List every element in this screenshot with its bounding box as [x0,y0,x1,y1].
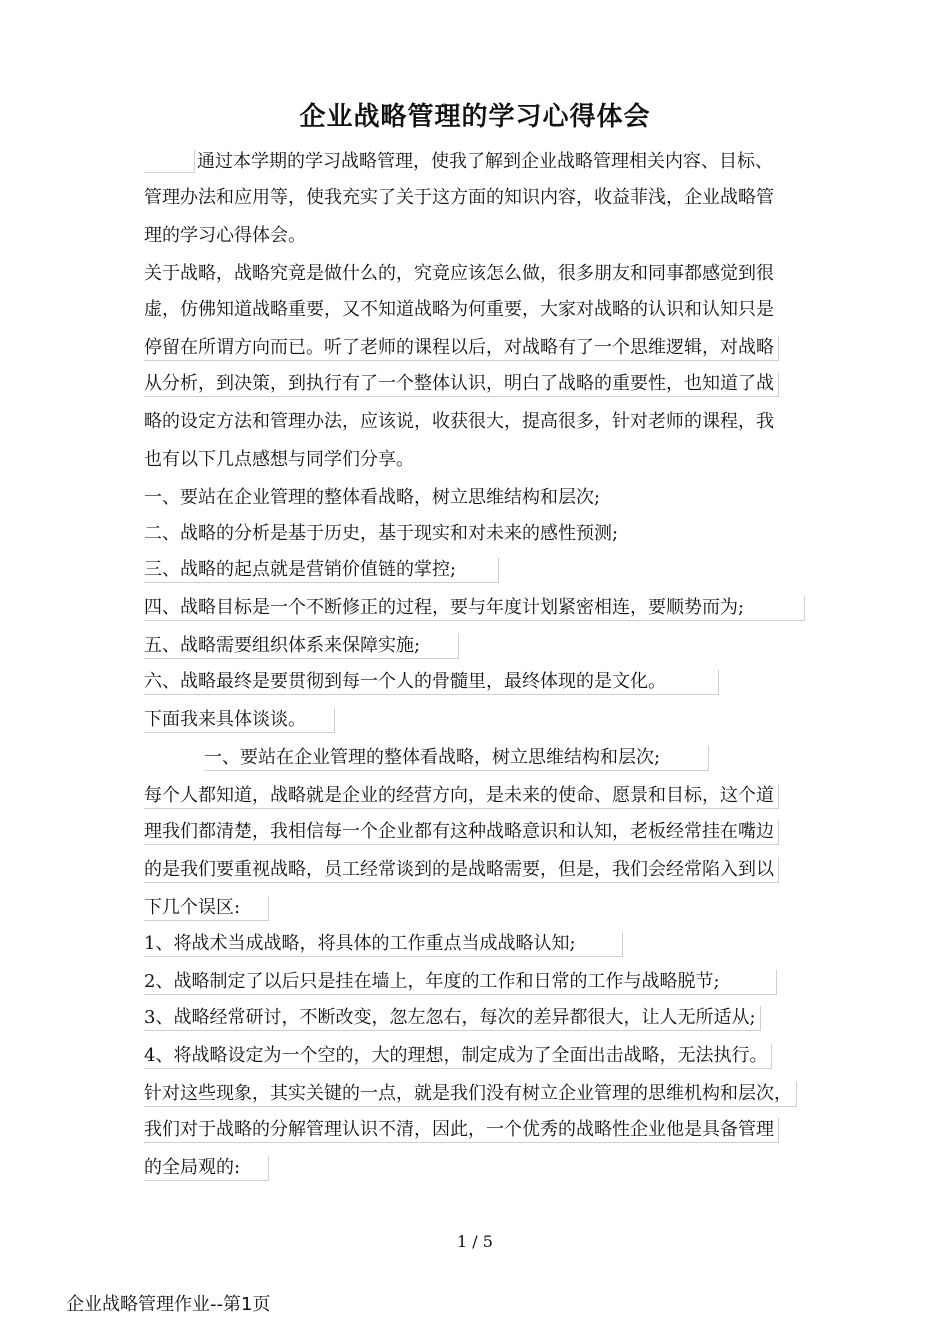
text-line: 理的学习心得体会。 [144,225,306,246]
text-line: 三、战略的起点就是营销价值链的掌控; [144,558,499,583]
text-line: 从分析，到决策，到执行有了一个整体认识，明白了战略的重要性，也知道了战 [144,372,779,397]
text-line: 的全局观的: [144,1156,269,1181]
text-line: 下面我来具体谈谈。 [144,708,335,733]
text-line: 我们对于战略的分解管理认识不清，因此，一个优秀的战略性企业他是具备管理 [144,1118,779,1143]
indent-blank [144,150,195,173]
text-line: 理我们都清楚，我相信每一个企业都有这种战略意识和认知，老板经常挂在嘴边 [144,820,779,845]
text-line: 2、战略制定了以后只是挂在墙上，年度的工作和日常的工作与战略脱节; [144,970,777,995]
text-line: 二、战略的分析是基于历史，基于现实和对未来的感性预测; [144,523,619,544]
page-footer: 企业战略管理作业--第1页 [66,1294,271,1315]
text-line: 停留在所谓方向而已。听了老师的课程以后，对战略有了一个思维逻辑，对战略 [144,336,779,361]
page-number: 1 / 5 [457,1232,493,1251]
text-line: 略的设定方法和管理办法，应该说，收获很大，提高很多，针对老师的课程，我 [144,411,774,432]
text-line: 也有以下几点感想与同学们分享。 [144,449,414,470]
text-line: 四、战略目标是一个不断修正的过程，要与年度计划紧密相连，要顺势而为; [144,596,805,621]
text-line: 通过本学期的学习战略管理，使我了解到企业战略管理相关内容、目标、 [197,151,773,172]
text-line: 4、将战略设定为一个空的，大的理想，制定成为了全面出击战略，无法执行。 [144,1044,772,1069]
text-line: 管理办法和应用等，使我充实了关于这方面的知识内容，收益菲浅，企业战略管 [144,187,774,208]
text-line: 3、战略经常研讨，不断改变，忽左忽右，每次的差异都很大，让人无所适从; [144,1006,761,1031]
text-line: 一、要站在企业管理的整体看战略，树立思维结构和层次; [144,487,601,508]
text-line: 针对这些现象，其实关键的一点，就是我们没有树立企业管理的思维机构和层次， [144,1082,797,1107]
text-line: 六、战略最终是要贯彻到每一个人的骨髓里，最终体现的是文化。 [144,670,719,695]
text-line: 一、要站在企业管理的整体看战略，树立思维结构和层次; [204,746,709,771]
text-line: 每个人都知道，战略就是企业的经营方向，是未来的使命、愿景和目标，这个道 [144,784,779,809]
document-title: 企业战略管理的学习心得体会 [299,102,651,132]
text-line: 1、将战术当成战略，将具体的工作重点当成战略认知; [144,932,623,957]
text-line: 下几个误区: [144,896,269,921]
text-line: 五、战略需要组织体系来保障实施; [144,634,459,659]
text-line: 关于战略，战略究竟是做什么的，究竟应该怎么做，很多朋友和同事都感觉到很 [144,263,774,284]
text-line: 的是我们要重视战略，员工经常谈到的是战略需要，但是，我们会经常陷入到以 [144,858,779,883]
text-line: 虚，仿佛知道战略重要，又不知道战略为何重要，大家对战略的认识和认知只是 [144,299,774,320]
